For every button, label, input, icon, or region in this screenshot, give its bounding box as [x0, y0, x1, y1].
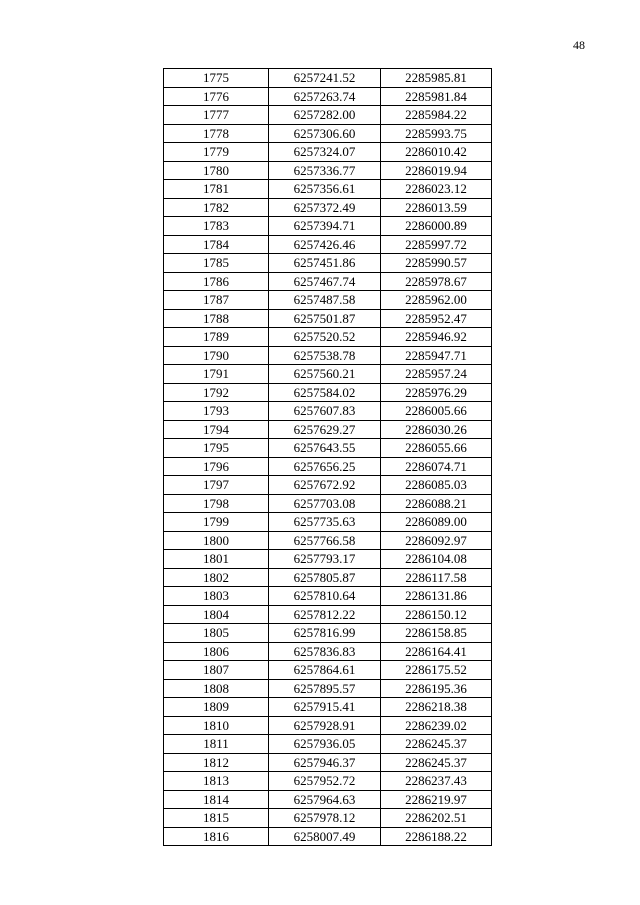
y-coordinate-cell: 2285962.00: [381, 291, 492, 310]
y-coordinate-cell: 2286092.97: [381, 531, 492, 550]
point-number-cell: 1814: [164, 790, 269, 809]
point-number-cell: 1784: [164, 235, 269, 254]
y-coordinate-cell: 2286195.36: [381, 679, 492, 698]
point-number-cell: 1801: [164, 550, 269, 569]
x-coordinate-cell: 6257372.49: [269, 198, 381, 217]
point-number-cell: 1803: [164, 587, 269, 606]
x-coordinate-cell: 6257538.78: [269, 346, 381, 365]
x-coordinate-cell: 6257816.99: [269, 624, 381, 643]
point-number-cell: 1802: [164, 568, 269, 587]
point-number-cell: 1806: [164, 642, 269, 661]
y-coordinate-cell: 2286089.00: [381, 513, 492, 532]
coordinates-table-body: [164, 69, 492, 846]
point-number-cell: 1785: [164, 254, 269, 273]
x-coordinate-cell: 6257915.41: [269, 698, 381, 717]
table-row: [164, 772, 492, 791]
x-coordinate-cell: 6257703.08: [269, 494, 381, 513]
point-number-cell: 1797: [164, 476, 269, 495]
y-coordinate-cell: 2285981.84: [381, 87, 492, 106]
y-coordinate-cell: 2286030.26: [381, 420, 492, 439]
y-coordinate-cell: 2285985.81: [381, 69, 492, 88]
table-row: [164, 439, 492, 458]
x-coordinate-cell: 6257766.58: [269, 531, 381, 550]
x-coordinate-cell: 6257656.25: [269, 457, 381, 476]
y-coordinate-cell: 2286158.85: [381, 624, 492, 643]
table-row: [164, 716, 492, 735]
point-number-cell: 1811: [164, 735, 269, 754]
point-number-cell: 1809: [164, 698, 269, 717]
table-row: [164, 124, 492, 143]
point-number-cell: 1781: [164, 180, 269, 199]
point-number-cell: 1799: [164, 513, 269, 532]
y-coordinate-cell: 2286245.37: [381, 753, 492, 772]
point-number-cell: 1804: [164, 605, 269, 624]
table-row: [164, 809, 492, 828]
x-coordinate-cell: 6257560.21: [269, 365, 381, 384]
table-row: [164, 568, 492, 587]
point-number-cell: 1782: [164, 198, 269, 217]
x-coordinate-cell: 6257793.17: [269, 550, 381, 569]
table-row: [164, 753, 492, 772]
x-coordinate-cell: 6257336.77: [269, 161, 381, 180]
x-coordinate-cell: 6257306.60: [269, 124, 381, 143]
table-row: [164, 642, 492, 661]
point-number-cell: 1778: [164, 124, 269, 143]
y-coordinate-cell: 2286239.02: [381, 716, 492, 735]
x-coordinate-cell: 6257643.55: [269, 439, 381, 458]
x-coordinate-cell: 6257282.00: [269, 106, 381, 125]
y-coordinate-cell: 2286010.42: [381, 143, 492, 162]
x-coordinate-cell: 6257735.63: [269, 513, 381, 532]
table-row: [164, 180, 492, 199]
point-number-cell: 1816: [164, 827, 269, 846]
y-coordinate-cell: 2286005.66: [381, 402, 492, 421]
y-coordinate-cell: 2286055.66: [381, 439, 492, 458]
point-number-cell: 1793: [164, 402, 269, 421]
y-coordinate-cell: 2286013.59: [381, 198, 492, 217]
table-row: [164, 476, 492, 495]
table-row: [164, 420, 492, 439]
table-row: [164, 790, 492, 809]
y-coordinate-cell: 2286188.22: [381, 827, 492, 846]
coordinates-table: [163, 68, 492, 846]
y-coordinate-cell: 2285984.22: [381, 106, 492, 125]
y-coordinate-cell: 2286175.52: [381, 661, 492, 680]
y-coordinate-cell: 2286219.97: [381, 790, 492, 809]
point-number-cell: 1788: [164, 309, 269, 328]
y-coordinate-cell: 2285997.72: [381, 235, 492, 254]
point-number-cell: 1800: [164, 531, 269, 550]
x-coordinate-cell: 6257487.58: [269, 291, 381, 310]
table-row: [164, 457, 492, 476]
point-number-cell: 1789: [164, 328, 269, 347]
y-coordinate-cell: 2286023.12: [381, 180, 492, 199]
table-row: [164, 198, 492, 217]
point-number-cell: 1775: [164, 69, 269, 88]
table-row: [164, 494, 492, 513]
y-coordinate-cell: 2286245.37: [381, 735, 492, 754]
point-number-cell: 1776: [164, 87, 269, 106]
x-coordinate-cell: 6257520.52: [269, 328, 381, 347]
y-coordinate-cell: 2285946.92: [381, 328, 492, 347]
point-number-cell: 1815: [164, 809, 269, 828]
table-row: [164, 254, 492, 273]
y-coordinate-cell: 2286104.08: [381, 550, 492, 569]
x-coordinate-cell: 6257394.71: [269, 217, 381, 236]
y-coordinate-cell: 2286237.43: [381, 772, 492, 791]
table-row: [164, 827, 492, 846]
table-row: [164, 328, 492, 347]
point-number-cell: 1790: [164, 346, 269, 365]
page-number: 48: [573, 38, 585, 52]
table-row: [164, 161, 492, 180]
table-row: [164, 735, 492, 754]
table-row: [164, 624, 492, 643]
point-number-cell: 1783: [164, 217, 269, 236]
x-coordinate-cell: 6257629.27: [269, 420, 381, 439]
table-row: [164, 550, 492, 569]
point-number-cell: 1808: [164, 679, 269, 698]
x-coordinate-cell: 6257812.22: [269, 605, 381, 624]
table-row: [164, 217, 492, 236]
x-coordinate-cell: 6257810.64: [269, 587, 381, 606]
y-coordinate-cell: 2286000.89: [381, 217, 492, 236]
x-coordinate-cell: 6257501.87: [269, 309, 381, 328]
x-coordinate-cell: 6257672.92: [269, 476, 381, 495]
table-row: [164, 605, 492, 624]
point-number-cell: 1780: [164, 161, 269, 180]
table-row: [164, 698, 492, 717]
y-coordinate-cell: 2286150.12: [381, 605, 492, 624]
y-coordinate-cell: 2286202.51: [381, 809, 492, 828]
table-row: [164, 587, 492, 606]
x-coordinate-cell: 6257467.74: [269, 272, 381, 291]
y-coordinate-cell: 2285976.29: [381, 383, 492, 402]
y-coordinate-cell: 2285993.75: [381, 124, 492, 143]
table-row: [164, 661, 492, 680]
table-row: [164, 531, 492, 550]
x-coordinate-cell: 6257324.07: [269, 143, 381, 162]
table-row: [164, 235, 492, 254]
x-coordinate-cell: 6257426.46: [269, 235, 381, 254]
x-coordinate-cell: 6257607.83: [269, 402, 381, 421]
x-coordinate-cell: 6257864.61: [269, 661, 381, 680]
table-row: [164, 69, 492, 88]
table-row: [164, 365, 492, 384]
point-number-cell: 1777: [164, 106, 269, 125]
y-coordinate-cell: 2285990.57: [381, 254, 492, 273]
table-row: [164, 679, 492, 698]
point-number-cell: 1794: [164, 420, 269, 439]
point-number-cell: 1787: [164, 291, 269, 310]
y-coordinate-cell: 2286218.38: [381, 698, 492, 717]
point-number-cell: 1805: [164, 624, 269, 643]
point-number-cell: 1786: [164, 272, 269, 291]
x-coordinate-cell: 6257836.83: [269, 642, 381, 661]
x-coordinate-cell: 6257936.05: [269, 735, 381, 754]
x-coordinate-cell: 6257946.37: [269, 753, 381, 772]
table-row: [164, 272, 492, 291]
point-number-cell: 1796: [164, 457, 269, 476]
point-number-cell: 1812: [164, 753, 269, 772]
x-coordinate-cell: 6258007.49: [269, 827, 381, 846]
table-row: [164, 309, 492, 328]
y-coordinate-cell: 2286117.58: [381, 568, 492, 587]
y-coordinate-cell: 2286085.03: [381, 476, 492, 495]
x-coordinate-cell: 6257964.63: [269, 790, 381, 809]
point-number-cell: 1792: [164, 383, 269, 402]
x-coordinate-cell: 6257805.87: [269, 568, 381, 587]
x-coordinate-cell: 6257928.91: [269, 716, 381, 735]
y-coordinate-cell: 2285947.71: [381, 346, 492, 365]
point-number-cell: 1798: [164, 494, 269, 513]
y-coordinate-cell: 2286131.86: [381, 587, 492, 606]
point-number-cell: 1791: [164, 365, 269, 384]
x-coordinate-cell: 6257584.02: [269, 383, 381, 402]
y-coordinate-cell: 2286074.71: [381, 457, 492, 476]
point-number-cell: 1795: [164, 439, 269, 458]
x-coordinate-cell: 6257978.12: [269, 809, 381, 828]
table-row: [164, 346, 492, 365]
y-coordinate-cell: 2286088.21: [381, 494, 492, 513]
table-row: [164, 143, 492, 162]
x-coordinate-cell: 6257952.72: [269, 772, 381, 791]
table-row: [164, 106, 492, 125]
point-number-cell: 1813: [164, 772, 269, 791]
table-row: [164, 87, 492, 106]
table-row: [164, 291, 492, 310]
table-row: [164, 383, 492, 402]
table-row: [164, 513, 492, 532]
y-coordinate-cell: 2285978.67: [381, 272, 492, 291]
y-coordinate-cell: 2286164.41: [381, 642, 492, 661]
point-number-cell: 1779: [164, 143, 269, 162]
x-coordinate-cell: 6257263.74: [269, 87, 381, 106]
table-row: [164, 402, 492, 421]
y-coordinate-cell: 2286019.94: [381, 161, 492, 180]
x-coordinate-cell: 6257241.52: [269, 69, 381, 88]
x-coordinate-cell: 6257356.61: [269, 180, 381, 199]
x-coordinate-cell: 6257451.86: [269, 254, 381, 273]
point-number-cell: 1807: [164, 661, 269, 680]
point-number-cell: 1810: [164, 716, 269, 735]
x-coordinate-cell: 6257895.57: [269, 679, 381, 698]
y-coordinate-cell: 2285957.24: [381, 365, 492, 384]
y-coordinate-cell: 2285952.47: [381, 309, 492, 328]
